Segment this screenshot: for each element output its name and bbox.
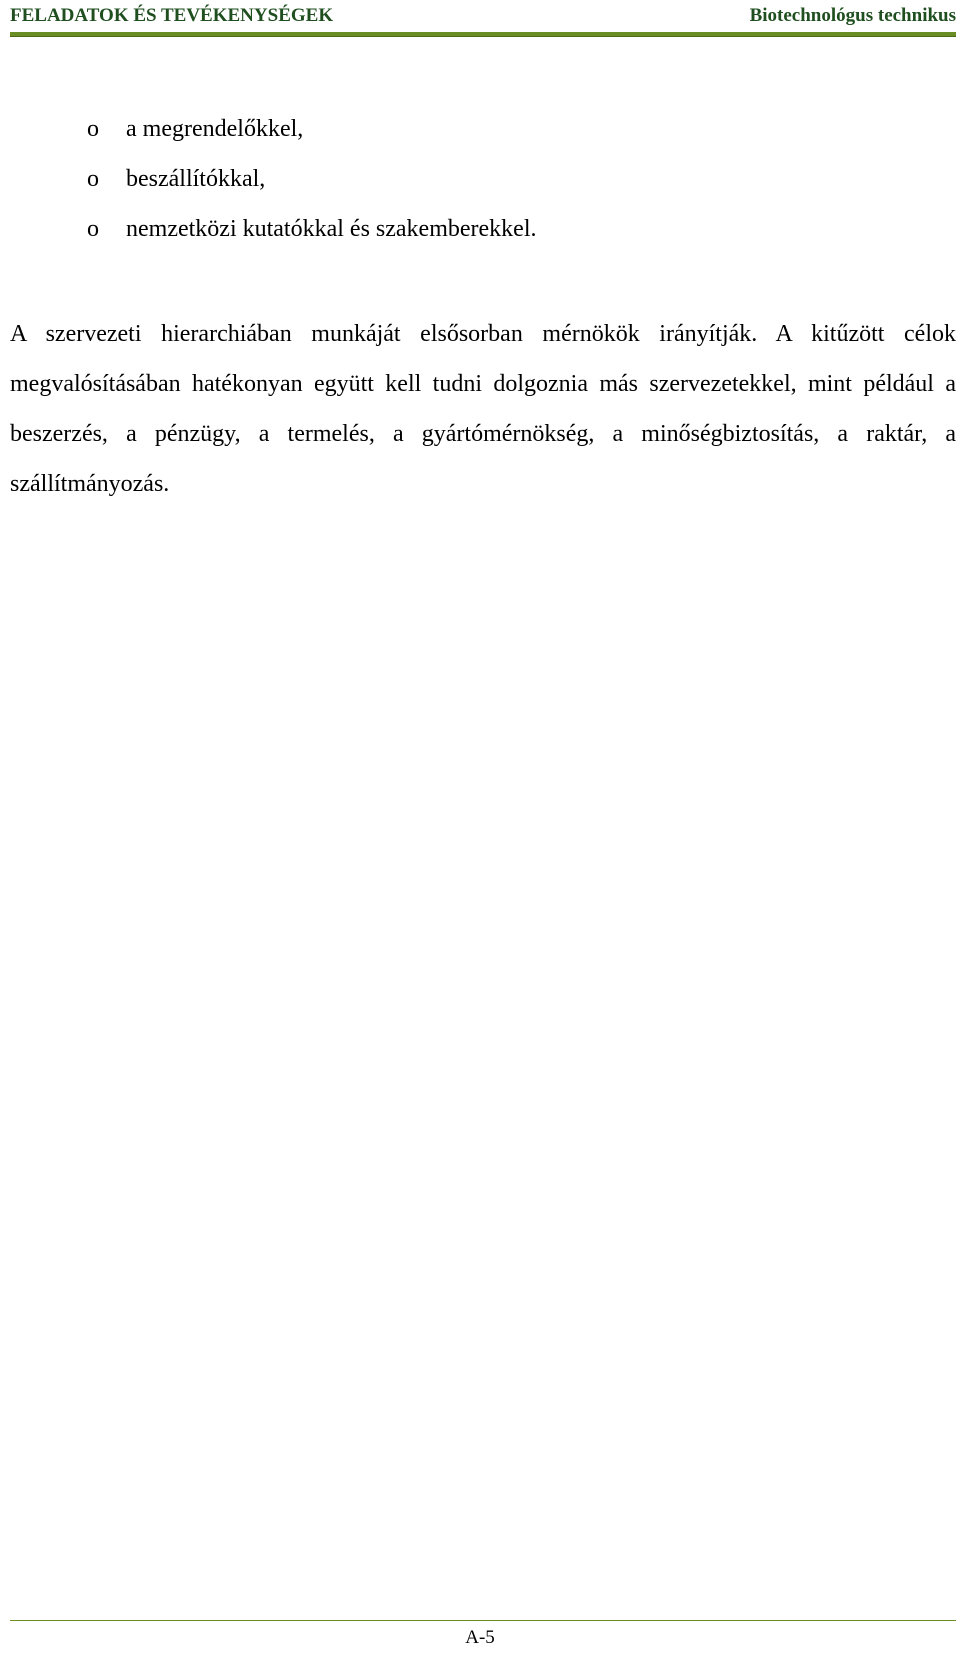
page-number: A-5 bbox=[465, 1627, 495, 1648]
page-header bbox=[10, 2, 956, 32]
header-left-title: FELADATOK ÉS TEVÉKENYSÉGEK bbox=[10, 5, 334, 26]
list-item-text: nemzetközi kutatókkal és szakemberekkel. bbox=[126, 216, 537, 242]
list-item-text: beszállítókkal, bbox=[126, 166, 266, 192]
list-item-text: a megrendelőkkel, bbox=[126, 116, 304, 142]
bullet-marker: o bbox=[87, 166, 99, 192]
footer-divider bbox=[10, 1620, 956, 1621]
bullet-marker: o bbox=[87, 116, 99, 142]
header-right-title: Biotechnológus technikus bbox=[749, 5, 956, 26]
bullet-marker: o bbox=[87, 216, 99, 242]
header-divider bbox=[10, 32, 956, 37]
body-paragraph: A szervezeti hierarchiában munkáját elsősorban mérnökök irányítják. A kitűzött célok megvalósításában hatékonyan együtt kell tudni dolgoznia más szervezetekkel, mint például a beszerzés, a pénzügy, a termelés, a gyártómérnökség, a minőségbiztosítás, a raktár, a szállítmányozás. bbox=[10, 321, 956, 497]
